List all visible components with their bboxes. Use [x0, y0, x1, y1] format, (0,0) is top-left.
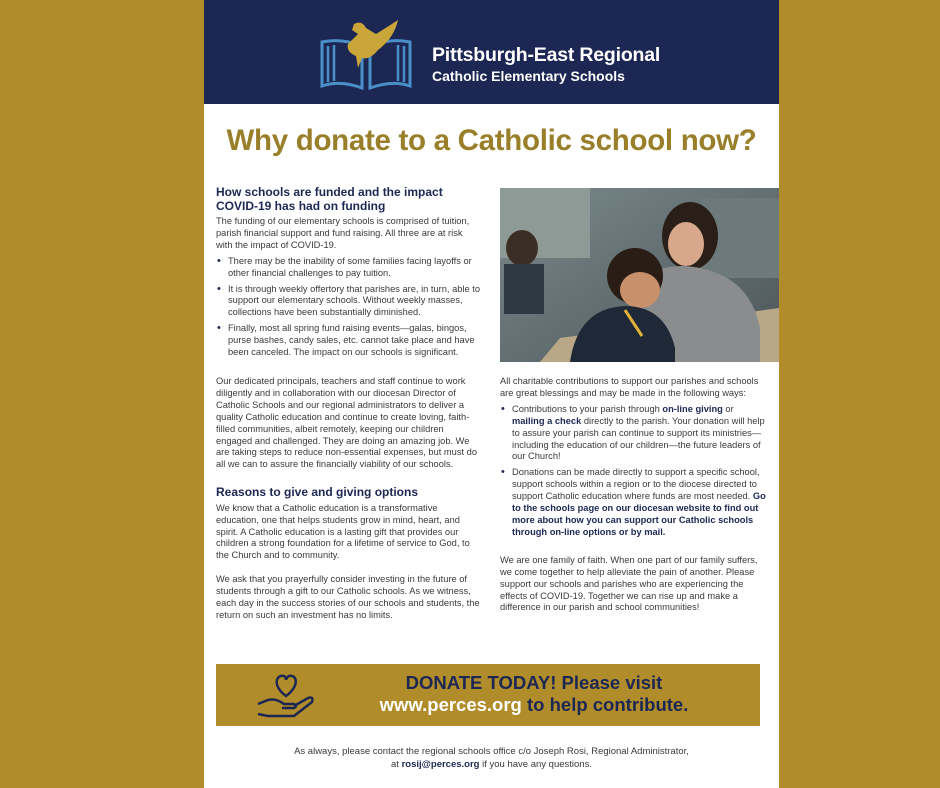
- teacher-helping-student-photo: [500, 188, 779, 362]
- section-funding-title: How schools are funded and the impact COVID-19 has had on funding: [216, 185, 443, 213]
- schools-page-link[interactable]: Go to the schools page on our diocesan website to find out more about how you can support our Catholic schools through on-line options or by mail.: [512, 491, 766, 537]
- org-sub-line: Catholic Elementary Schools: [432, 68, 625, 84]
- funding-bullet-list: [216, 256, 481, 359]
- list-item: • It is through weekly offertory that parishes are, in turn, able to support our elementary schools. Without weekly masses, collections have been substantially diminished.: [216, 284, 481, 320]
- donate-line-2-rest: to help contribute.: [521, 694, 689, 715]
- header-banner: [204, 0, 779, 104]
- flyer-page: [204, 0, 779, 788]
- funding-intro: The funding of our elementary schools is comprised of tuition, parish financial support and fund raising. All three are at risk with the impact of COVID-19.: [216, 216, 470, 250]
- text-span: directly to the parish. Your donation will help to assure your parish can continue to support its ministries—including the education of our children—the future leaders of our Church!: [512, 415, 765, 462]
- text-span: if you have any questions.: [479, 759, 592, 770]
- online-giving-link[interactable]: on-line giving: [662, 403, 723, 414]
- donate-message: [324, 672, 744, 716]
- donate-line-1: DONATE TODAY! Please visit: [405, 672, 663, 693]
- contact-footer: [204, 745, 779, 771]
- org-name-line: Pittsburgh-East Regional: [432, 44, 661, 66]
- giving-paragraph-2: We ask that you prayerfully consider investing in the future of students through a gift to our Catholic schools. As we witness, each day in the success stories of our schools and students, the return on such an investment has no limits.: [216, 574, 480, 620]
- classroom-photo-illustration: [500, 188, 779, 362]
- text-span: Contributions to your parish through: [512, 403, 663, 414]
- donate-banner: [216, 664, 760, 726]
- giving-paragraph-1: We know that a Catholic education is a transformative education, one that helps students grow in mind, heart, and spirit. A Catholic education is a lasting gift that provides our children a strong foundation for a lifetime of service to God, to the Church and to community.: [216, 502, 470, 561]
- footer-line-2: [204, 758, 779, 771]
- page-headline: Why donate to a Catholic school now?: [226, 124, 757, 157]
- donate-line-2: [324, 694, 744, 716]
- staff-paragraph: Our dedicated principals, teachers and staff continue to work diligently and in collaboration with our diocesan Director of Catholic Schools and our regional administrators to deliver a quality Catholic education and continue to create loving, faith-filled communities, albeit remotely, keeping our children engaged and challenged. They are doing an amazing job. We are taking steps to reduce non-essential expenses, but must do all we can to assure the financially viability of our schools.: [216, 375, 477, 470]
- text-span: at: [391, 759, 402, 770]
- right-column: [500, 376, 768, 626]
- donate-url-link[interactable]: www.perces.org: [379, 694, 522, 715]
- list-item: [500, 404, 768, 464]
- email-link[interactable]: rosij@perces.org: [401, 759, 480, 770]
- mailing-check-link[interactable]: mailing a check: [512, 415, 582, 426]
- dove-over-open-book-icon: [314, 16, 418, 92]
- footer-line-1: As always, please contact the regional schools office c/o Joseph Rosi, Regional Administrator,: [294, 746, 689, 757]
- list-item: • Finally, most all spring fund raising events—galas, bingos, purse bashes, candy sales, etc. cannot take place and have been canceled. The impact on our schools is significant.: [216, 323, 481, 359]
- text-span: or: [722, 403, 734, 414]
- closing-paragraph: We are one family of faith. When one part of our family suffers, we come together to help alleviate the pain of another. Please support our schools and parishes who are experiencing the effects of COVID-19. Together we can rise up and make a difference in our parish and school communities!: [500, 554, 758, 613]
- heart-in-hand-icon: [254, 670, 318, 720]
- list-item: • There may be the inability of some families facing layoffs or other financial challenges to pay tuition.: [216, 256, 481, 280]
- text-span: Donations can be made directly to support a specific school, support schools within a region or to the diocese directed to support Catholic education where funds are most needed.: [512, 467, 760, 502]
- contributions-intro: All charitable contributions to support our parishes and schools are great blessings and may be made in the following ways:: [500, 376, 759, 398]
- section-giving-title: Reasons to give and giving options: [216, 485, 419, 500]
- list-item: [500, 467, 768, 538]
- contributions-bullet-list: [500, 404, 768, 539]
- organization-name: [432, 44, 660, 86]
- left-column: [216, 186, 481, 634]
